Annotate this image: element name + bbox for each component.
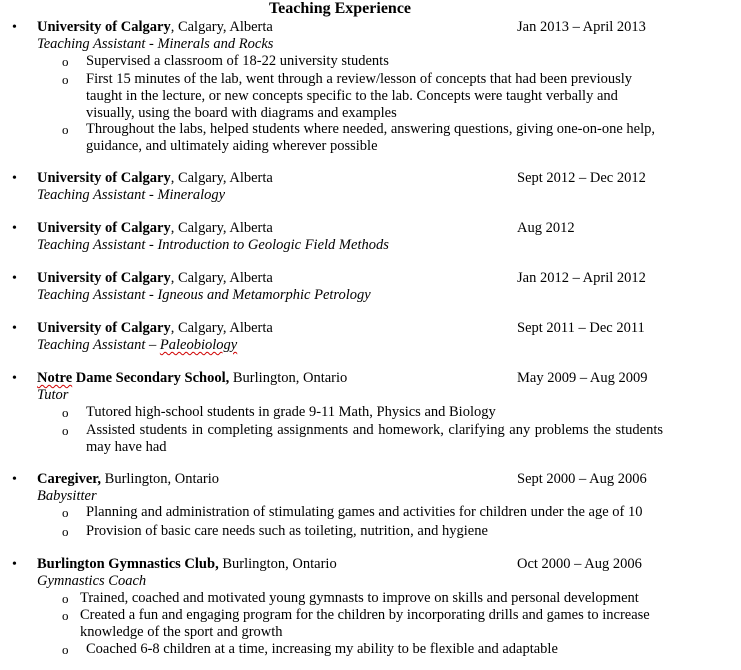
entry-organization <box>37 270 273 287</box>
hollow-bullet-icon: o <box>62 524 69 539</box>
entry-role: Teaching Assistant - Igneous and Metamorphic Petrology <box>37 287 371 303</box>
entry-organization <box>37 370 347 387</box>
organization-name: University of Calgary <box>37 270 171 286</box>
role-prefix: Teaching Assistant – <box>37 337 160 353</box>
entry-role: Gymnastics Coach <box>37 573 147 589</box>
entry-organization <box>37 320 273 337</box>
organization-location: , Calgary, Alberta <box>170 320 273 336</box>
hollow-bullet-icon: o <box>62 608 69 623</box>
organization-location: Burlington, Ontario <box>218 556 337 572</box>
organization-location: Burlington, Ontario <box>101 471 220 487</box>
entry-role <box>37 337 237 354</box>
entry-role: Teaching Assistant - Minerals and Rocks <box>37 36 274 52</box>
organization-name-rest: Dame Secondary School, <box>72 370 230 386</box>
entry-date: Aug 2012 <box>517 220 575 236</box>
hollow-bullet-icon: o <box>62 505 69 520</box>
detail-text: Throughout the labs, helped students where needed, answering questions, giving one-on-one help, guidance, and ultimately aiding wherever possible <box>86 121 655 154</box>
bullet-icon: • <box>12 171 17 186</box>
entry-date: May 2009 – Aug 2009 <box>517 370 648 386</box>
bullet-icon: • <box>12 271 17 286</box>
organization-name: University of Calgary <box>37 170 171 186</box>
organization-location: , Calgary, Alberta <box>170 270 273 286</box>
detail-text: Tutored high-school students in grade 9-11 Math, Physics and Biology <box>86 404 496 420</box>
entry-role: Tutor <box>37 387 69 403</box>
hollow-bullet-icon: o <box>62 405 69 420</box>
entry-role: Teaching Assistant - Introduction to Geologic Field Methods <box>37 237 389 253</box>
organization-name: University of Calgary <box>37 19 171 35</box>
entry-date: Sept 2011 – Dec 2011 <box>517 320 645 336</box>
hollow-bullet-icon: o <box>62 72 69 87</box>
entry-date: Jan 2013 – April 2013 <box>517 19 646 35</box>
bullet-icon: • <box>12 321 17 336</box>
entry-date: Oct 2000 – Aug 2006 <box>517 556 642 572</box>
spellcheck-word: Notre <box>37 370 73 386</box>
entry-date: Sept 2000 – Aug 2006 <box>517 471 647 487</box>
hollow-bullet-icon: o <box>62 122 69 137</box>
bullet-icon: • <box>12 221 17 236</box>
detail-text: Provision of basic care needs such as toileting, nutrition, and hygiene <box>86 523 488 539</box>
detail-text: Assisted students in completing assignments and homework, clarifying any problems the students may have had <box>86 422 663 455</box>
entry-role: Teaching Assistant - Mineralogy <box>37 187 226 203</box>
organization-location: , Calgary, Alberta <box>170 19 273 35</box>
entry-organization <box>37 220 273 237</box>
entry-role: Babysitter <box>37 488 97 504</box>
organization-location: Burlington, Ontario <box>229 370 348 386</box>
detail-text: Supervised a classroom of 18-22 university students <box>86 53 389 69</box>
entry-organization <box>37 556 337 573</box>
hollow-bullet-icon: o <box>62 54 69 69</box>
hollow-bullet-icon: o <box>62 642 69 657</box>
bullet-icon: • <box>12 20 17 35</box>
organization-location: , Calgary, Alberta <box>170 220 273 236</box>
entry-organization <box>37 170 273 187</box>
detail-text: Coached 6-8 children at a time, increasing my ability to be flexible and adaptable <box>86 641 558 657</box>
bullet-icon: • <box>12 371 17 386</box>
detail-text: First 15 minutes of the lab, went through a review/lesson of concepts that had been previously taught in the lecture, or new concepts specific to the lab. Concepts were taught verbally and visually, using the board with diagrams and examples <box>86 71 633 121</box>
entry-date: Jan 2012 – April 2012 <box>517 270 646 286</box>
organization-name: University of Calgary <box>37 320 171 336</box>
organization-name: University of Calgary <box>37 220 171 236</box>
entry-organization <box>37 471 219 488</box>
hollow-bullet-icon: o <box>62 423 69 438</box>
detail-text: Trained, coached and motivated young gymnasts to improve on skills and personal development <box>80 590 639 606</box>
spellcheck-word: Paleobiology <box>159 337 238 353</box>
bullet-icon: • <box>12 472 17 487</box>
organization-name: Burlington Gymnastics Club, <box>37 556 219 572</box>
organization-name <box>37 370 229 386</box>
bullet-icon: • <box>12 557 17 572</box>
entry-date: Sept 2012 – Dec 2012 <box>517 170 646 186</box>
hollow-bullet-icon: o <box>62 591 69 606</box>
organization-location: , Calgary, Alberta <box>170 170 273 186</box>
section-title: Teaching Experience <box>268 0 412 17</box>
detail-text: Planning and administration of stimulating games and activities for children under the age of 10 <box>86 504 643 520</box>
organization-name: Caregiver, <box>37 471 102 487</box>
entry-organization <box>37 19 273 36</box>
detail-text: Created a fun and engaging program for the children by incorporating drills and games to increase knowledge of the sport and growth <box>80 607 650 640</box>
